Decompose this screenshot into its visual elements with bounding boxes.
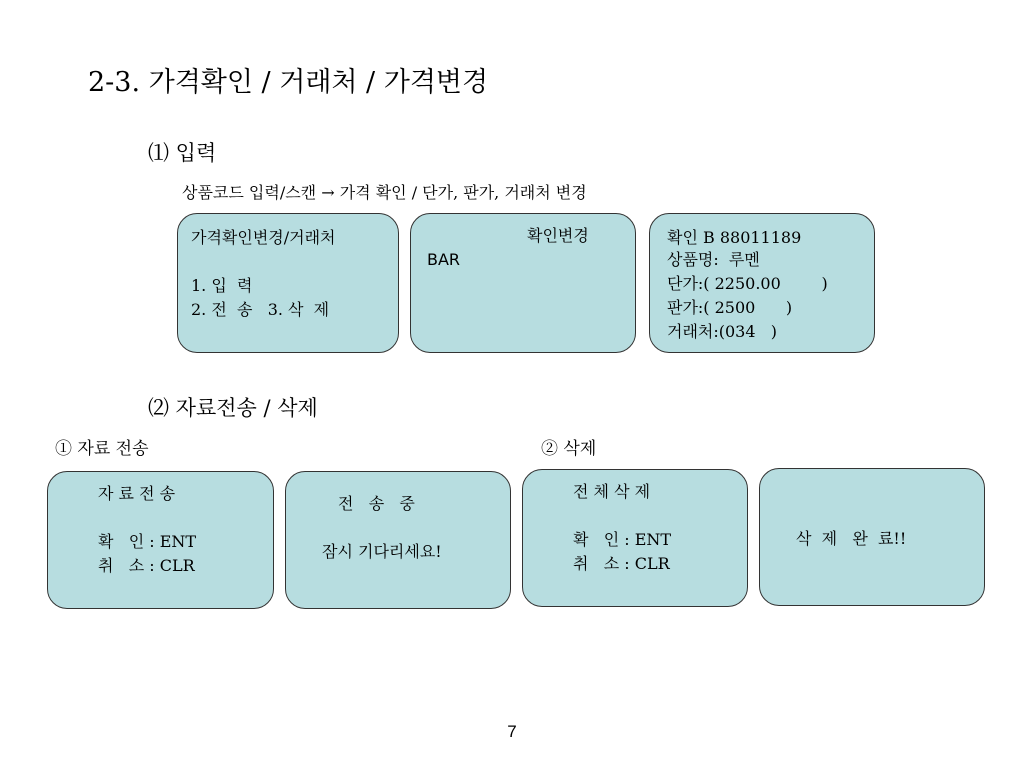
barcode-value: 확인 B 88011189 [667, 228, 802, 247]
menu-item-send-delete: 2. 전 송 3. 삭 제 [191, 300, 330, 319]
cancel-clr: 취 소 : CLR [98, 556, 195, 575]
page-title: 2-3. 가격확인 / 거래처 / 가격변경 [88, 67, 489, 98]
page-number: 7 [507, 722, 517, 741]
screen-delete-all [522, 469, 748, 607]
input-description: 상품코드 입력/스캔 → 가격 확인 / 단가, 판가, 거래처 변경 [182, 183, 587, 202]
menu-item-input: 1. 입 력 [191, 276, 253, 295]
please-wait: 잠시 기다리세요! [322, 542, 442, 561]
product-name: 상품명: 루멘 [667, 250, 760, 269]
sending-status: 전 송 중 [338, 494, 415, 513]
delete-subheading: ② 삭제 [541, 439, 597, 459]
screen-price-details [649, 213, 875, 353]
screen-barcode-heading: 확인변경 [527, 226, 589, 245]
delete-confirm-ent: 확 인 : ENT [573, 530, 672, 549]
screen-delete-complete [759, 468, 985, 606]
screen-sending [285, 471, 511, 609]
confirm-ent: 확 인 : ENT [98, 532, 197, 551]
data-transfer-subheading: ① 자료 전송 [55, 439, 149, 459]
screen-barcode-entry [410, 213, 636, 353]
screen-data-transfer [47, 471, 274, 609]
delete-all-title: 전 체 삭 제 [573, 482, 651, 501]
barcode-label: BAR [427, 250, 461, 269]
screen-price-check-menu [177, 213, 399, 353]
transfer-title: 자 료 전 송 [98, 484, 176, 503]
delete-cancel-clr: 취 소 : CLR [573, 554, 670, 573]
sale-price: 판가:( 2500 ) [667, 298, 793, 317]
unit-price: 단가:( 2250.00 ) [667, 274, 828, 293]
section-transfer-heading: ⑵ 자료전송 / 삭제 [148, 396, 318, 420]
delete-complete-message: 삭 제 완 료!! [796, 529, 907, 548]
section-input-heading: ⑴ 입력 [148, 141, 217, 165]
screen-menu-title: 가격확인변경/거래처 [191, 228, 336, 247]
vendor-code: 거래처:(034 ) [667, 322, 778, 341]
